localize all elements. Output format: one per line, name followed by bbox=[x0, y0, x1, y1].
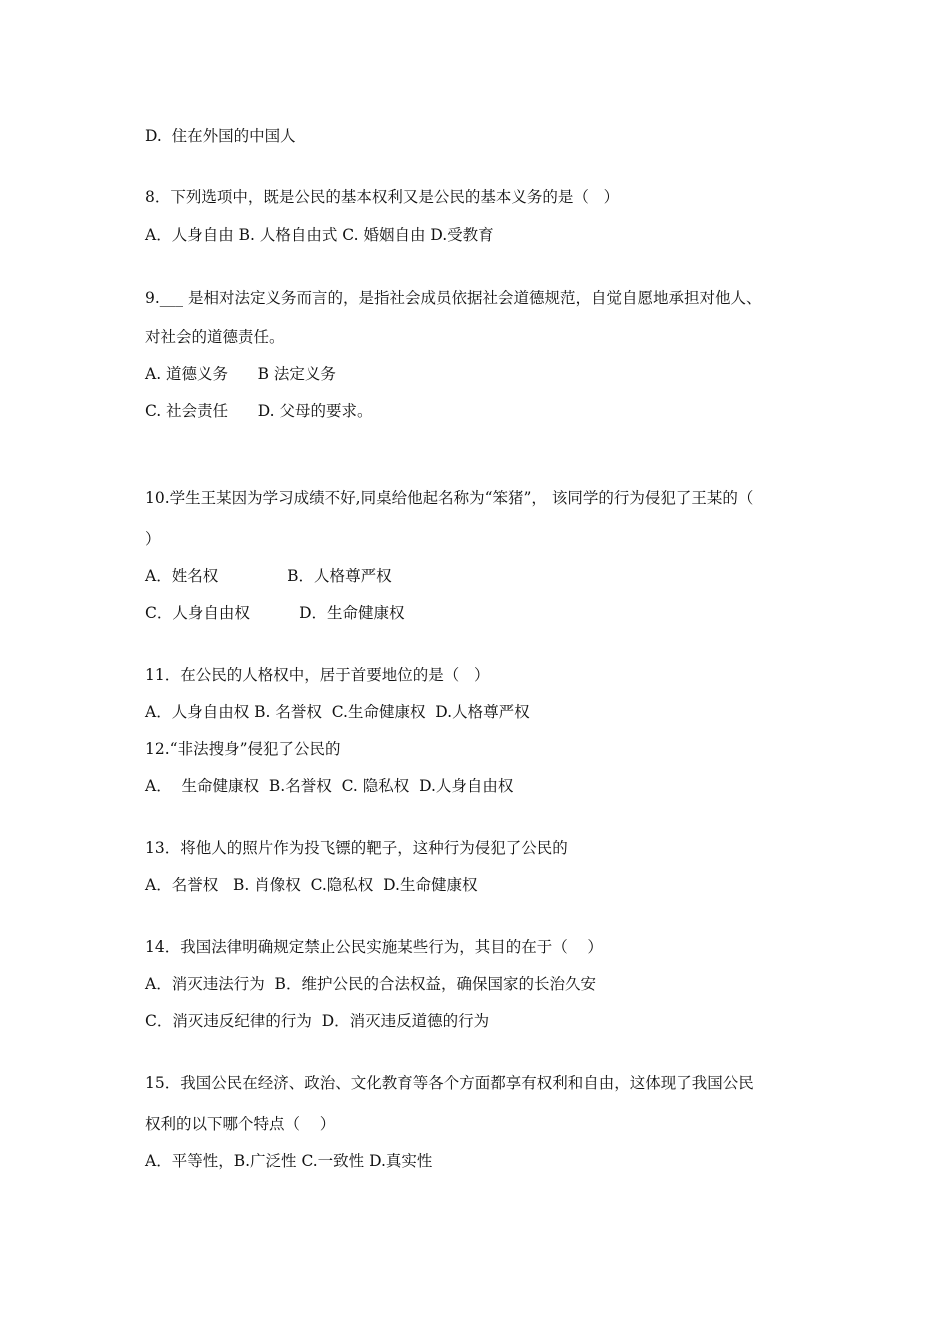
q15-options: A．平等性，B.广泛性 C.一致性 D.真实性 bbox=[145, 1152, 433, 1170]
q10-question-line-2: ） bbox=[145, 530, 161, 548]
q11-options: A．人身自由权 B. 名誉权 C.生命健康权 D.人格尊严权 bbox=[145, 703, 530, 721]
q14-question: 14．我国法律明确规定禁止公民实施某些行为，其目的在于（ ） bbox=[145, 938, 603, 956]
q12-question: 12.“非法搜身”侵犯了公民的 bbox=[145, 740, 341, 758]
q15-question-line-2: 权利的以下哪个特点（ ） bbox=[145, 1115, 336, 1133]
q9-options-cd: C. 社会责任 D. 父母的要求。 bbox=[145, 402, 373, 420]
q14-options-cd: C．消灭违反纪律的行为 D．消灭违反道德的行为 bbox=[145, 1012, 490, 1030]
q13-question: 13．将他人的照片作为投飞镖的靶子，这种行为侵犯了公民的 bbox=[145, 839, 568, 857]
q9-options-ab: A. 道德义务 B 法定义务 bbox=[145, 365, 336, 383]
q11-question: 11．在公民的人格权中，居于首要地位的是（ ） bbox=[145, 666, 490, 684]
q10-question-line-1: 10.学生王某因为学习成绩不好,同桌给他起名称为“笨猪”， 该同学的行为侵犯了王某的（ bbox=[145, 489, 754, 507]
q15-question-line-1: 15．我国公民在经济、政治、文化教育等各个方面都享有权利和自由，这体现了我国公民 bbox=[145, 1074, 754, 1092]
q8-question: 8．下列选项中，既是公民的基本权利又是公民的基本义务的是（ ） bbox=[145, 188, 620, 206]
q7-option-d: D. 住在外国的中国人 bbox=[145, 127, 296, 145]
q10-options-cd: C．人身自由权 D．生命健康权 bbox=[145, 604, 405, 622]
q14-options-ab: A．消灭违法行为 B．维护公民的合法权益，确保国家的长治久安 bbox=[145, 975, 596, 993]
q9-question-line-2: 对社会的道德责任。 bbox=[145, 328, 285, 346]
q8-options: A．人身自由 B. 人格自由式 C. 婚姻自由 D.受教育 bbox=[145, 226, 494, 244]
q9-question-line-1: 9.___ 是相对法定义务而言的，是指社会成员依据社会道德规范，自觉自愿地承担对他人、 bbox=[145, 289, 762, 307]
q10-options-ab: A．姓名权 B．人格尊严权 bbox=[145, 567, 392, 585]
q13-options: A．名誉权 B. 肖像权 C.隐私权 D.生命健康权 bbox=[145, 876, 478, 894]
q12-options: A． 生命健康权 B.名誉权 C. 隐私权 D.人身自由权 bbox=[145, 777, 514, 795]
